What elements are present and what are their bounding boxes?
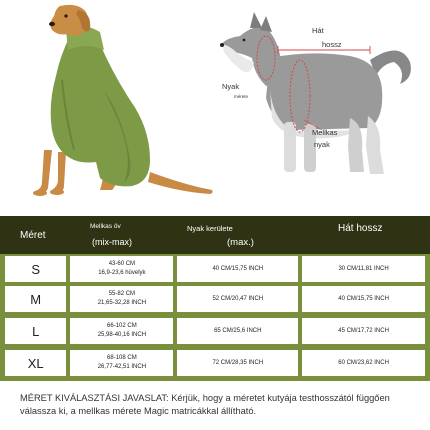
size-selection-note: MÉRET KIVÁLASZTÁSI JAVASLAT: Kérjük, hogy a méretet kutyája testhosszától függően válassza ki, a mellkas mérete Magic matricákkal állítható. [20,393,390,417]
chest-cm: 55-82 CM [108,291,136,298]
size-cell: L [5,318,66,344]
back-length-cell: 60 CM/23,62 INCH [302,350,425,376]
chest-inch: 26,77-42,51 INCH [97,364,147,370]
chest-inch: 16,9-23,6 hüvelyk [98,270,146,276]
dog-in-robe-photo [0,0,220,210]
back-length-label-line1: Hát [312,26,324,35]
back-length-cell: 45 CM/17,72 INCH [302,318,425,344]
chest-cm: 66-102 CM [107,323,137,330]
back-length-cell: 30 CM/11,81 INCH [302,256,425,282]
header-chest-line2: (mix-max) [92,237,132,247]
chest-inch: 21,65-32,28 INCH [97,300,147,306]
chest-cm: 68-108 CM [107,355,137,362]
size-cell: M [5,286,66,312]
size-cell: XL [5,350,66,376]
table-row [5,256,425,282]
chest-label: Mellkas [312,128,338,137]
neck-cell: 65 CM/25,6 INCH [177,318,298,344]
size-chart-table [0,216,430,381]
header-neck-line2: (max.) [227,237,254,248]
header-size: Méret [20,230,46,241]
table-row [5,318,425,344]
table-row [5,350,425,376]
header-back-length: Hát hossz [338,223,383,234]
chest-cm: 43-60 CM [108,261,136,268]
back-length-label-line2: hossz [322,40,342,49]
neck-cell: 52 CM/20,47 INCH [177,286,298,312]
chest-cell [70,318,173,344]
neck-sub-label: mérete [234,94,249,99]
illustration-area [0,0,430,210]
chest-inch: 25,98-40,16 INCH [97,332,147,338]
chest-cell [70,350,173,376]
header-chest-line1: Mellkas öv [90,223,121,230]
neck-cell: 72 CM/28,35 INCH [177,350,298,376]
table-header [0,216,430,254]
header-neck-line1: Nyak kerülete [187,224,233,233]
neck-cell: 40 CM/15,75 INCH [177,256,298,282]
chest-cell [70,256,173,282]
table-row [5,286,425,312]
neck-label: Nyak [222,82,240,91]
size-cell: S [5,256,66,282]
back-length-cell: 40 CM/15,75 INCH [302,286,425,312]
chest-cell [70,286,173,312]
chest-sub-label: nyak [314,140,330,149]
